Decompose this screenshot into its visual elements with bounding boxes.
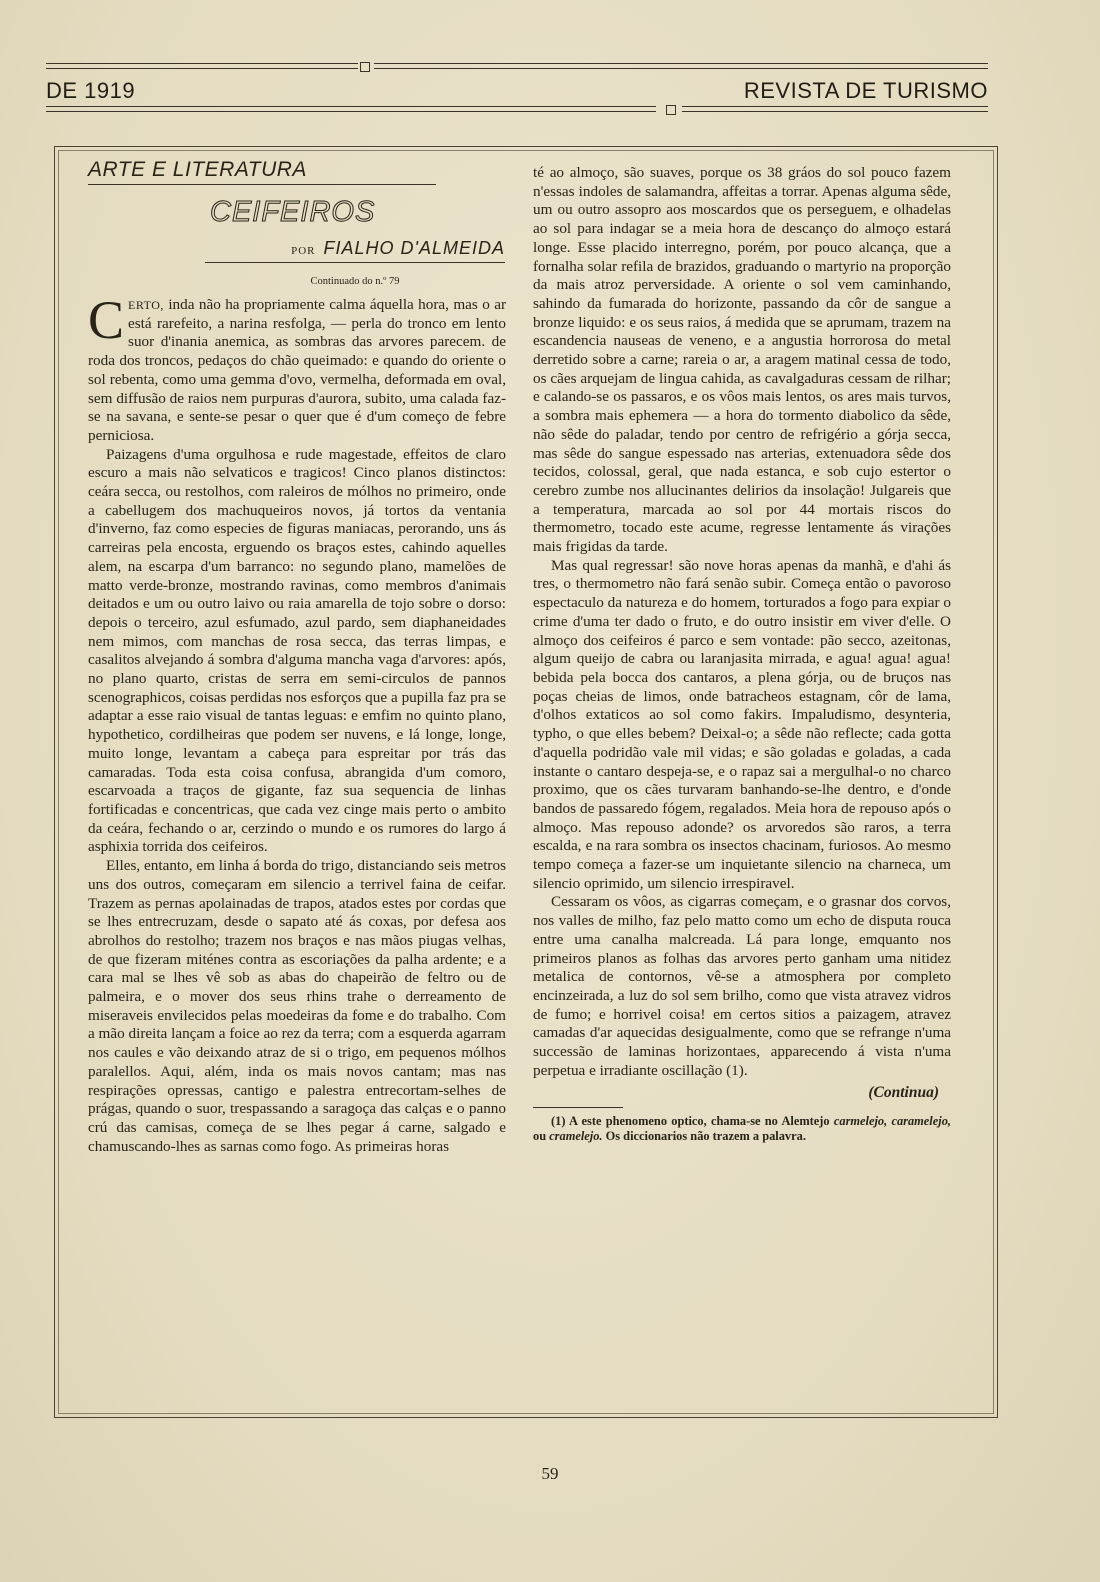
paragraph-1	[88, 290, 506, 446]
left-column	[88, 290, 506, 1156]
continua-label: (Continua)	[868, 1084, 939, 1102]
footnote-text-b: ou	[533, 1129, 550, 1144]
paragraph-5: Mas qual regressar! são nove horas apenas da manhã, e d'ahi ás tres, o thermometro não fará senão subir. Começa então o pavoroso espectaculo da natureza e do homem, torturados a fogo para expiar o crime d'uma ter dado o fruto, e do outro insistir em viver d'elle. O almoço dos ceifeiros é parco e sem vontade: pão secco, azeitonas, algum queijo de cabra ou laranjasita mirrada, e agua! agua! agua! bebida pela bocca dos cantaros, a plena górja, ou de bruços nas poças cheias de limos, onde batracheos estagnam, côr de lama, d'olhos extaticos ao sol como fakirs. Impaludismo, desynteria, typho, o que elles bebem? Deixal-o; a sêde não reflecte; cada gotta d'aquella podridão vale mil vidas; e são goladas e goladas, a cada instante o cantaro despeja-se, e o rapaz sai a mergulhal-o no charco proximo, que os cães turvaram banhando-se-lhe dentro, e d'onde bandos de passaredo fógem, regalados. Meia hora de repouso após o almoço. Mas repouso adonde? os arvoredos são raros, a terra escalda, e na rara sombra os insectos chacinam, furiosos. Ao mesmo tempo começa a fazer-se um inquietante silencio na charneca, um silencio oprimido, um silencio irrespiravel.	[533, 556, 951, 892]
footnote-rule	[533, 1107, 623, 1108]
byline-por: POR	[291, 245, 316, 257]
footnote	[533, 1114, 951, 1144]
continued-note: Continuado do n.º 79	[310, 276, 400, 287]
footnote-term-1: carmelejo, caramelejo,	[833, 1114, 951, 1129]
header-bottom-ornament	[666, 105, 676, 115]
byline-author: FIALHO D'ALMEIDA	[323, 238, 505, 258]
paragraph-6	[533, 893, 951, 1080]
footnote-mark: (1)	[551, 1114, 566, 1129]
drop-cap: C	[88, 290, 125, 350]
paragraph-6-text: Cessaram os vôos, as cigarras começam, e o grasnar dos corvos, nos valles de milho, faz pelo matto como um echo de disputa rouca entre uma canalha malcreada. Lá para longe, emquanto nos primeiros planos as folhas das arvores perto ganham uma nitidez metalica de contornos, vê-se a atmosphera por completo encinzeirada, a luz do sol sem brilho, como que vista atravez vidros de fumo; e horrivel coisa! em certos sitios a paizagem, atravez camadas d'ar aquecidas desigualmente, como que se refrange n'uma successão de laminas horizontaes, apparecendo á vista n'uma perpetua e irradiante oscillação	[533, 893, 951, 1079]
article-title: CEIFEIROS	[210, 196, 376, 228]
header-left-text: DE 1919	[46, 78, 136, 103]
header-top-rule-right	[374, 63, 988, 69]
paragraph-3: Elles, entanto, em linha á borda do trigo, distanciando seis metros uns dos outros, começaram em silencio a terrivel faina de ceifar. Trazem as pernas apolainadas de trapos, atados estes por cordas que se lhes entrecruzam, desde o sapato até ás coxas, por defesa aos abrolhos do restolho; trazem nos braços e nas mãos piugas velhas, de que fizeram miténes contra as escoriações da palha ardente; e a cara mal se lhes vê sob as abas do chapeirão de feltro ou de palmeira, e o mover dos seus rhins trahe o derreamento de miseraveis envilecidos pelas moedeiras da fome e do trabalho. Com a mão direita lançam a foice ao rez da terra; com a esquerda agarram nos caules e vão deixando atraz de si o trigo, em pequenos mólhos paralellos. Aqui, além, inda os mais novos cantam; mas nas respirações opressas, cantigo e palestra entrecortam-selhes de prágas, quando o suor, trespassando a saragoça das calças e o panno crú das camisas, começa de se lhes pegar á carne, salgado e chamuscando-lhes as sarnas como fogo. As primeiras horas	[88, 857, 506, 1155]
byline	[205, 238, 505, 263]
header-top-rule-left	[46, 63, 358, 69]
page-number: 59	[541, 1464, 559, 1483]
first-word: ERTO,	[128, 298, 164, 312]
section-title: ARTE E LITERATURA	[88, 158, 436, 185]
right-column	[533, 164, 951, 1144]
paragraph-1-text: inda não ha propriamente calma áquella hora, mas o ar está rarefeito, a narina resfolga, — perla do tronco em lento suor d'inania anemica, as sombras das arvores parecem. de roda dos troncos, pedaços do chão queimado: e quando do oriente o sol rebenta, como uma gemma d'ovo, vermelha, deformada em oval, sem diffusão de raios nem purpuras d'aurora, subito, uma calada faz-se na savana, e sente-se pesar o quer que é d'um começo de febre perniciosa.	[88, 296, 506, 444]
header-right-text: REVISTA DE TURISMO	[743, 78, 988, 103]
footnote-text-c: Os diccionarios não trazem a palavra.	[602, 1129, 806, 1144]
header-top-ornament	[360, 62, 370, 72]
footnote-text-a: A este phenomeno optico, chama-se no Alemtejo	[565, 1114, 834, 1129]
paragraph-4: té ao almoço, são suaves, porque os 38 gráos do sol pouco fazem n'essas indoles de salamandra, affeitas a torrar. Apenas alguma sêde, um ou outro assopro aos moscardos que os perseguem, e olhadelas ao sol para indagar se a meia hora de descanço do almoço estará longe. Esse placido interregno, porém, por pouco alcança, que a fornalha solar refila de brazidos, graduando o martyrio na proporção da mais atroz perversidade. A oriente o sol vem caminhando, sahindo da fumarada do horizonte, passando da côr de sangue a bronze liquido: e os seus raios, á medida que se aprumam, trazem na escandencia nauseas de veneno, e a angustia horrorosa do metal derretido sobre a carne; rareia o ar, a aragem matinal cessa de todo, os cães arquejam de lingua cahida, as cavalgaduras cessam de rilhar; e calando-se os passaros, e os vôos mais lentos, os ares mais turvos, a sombra mais ephemera — a hora do tormento diabolico da sêde, não sêde do paladar, tendo por centro de refrigério a górja secca, mas sêde do sangue espessado nas arterias, extenuadora sêde dos tecidos, colossal, geral, que nada estanca, e sob cujo estertor o cerebro zumbe nos allucinantes delirios da insolação! Julgareis que a temperatura, marcada ao sol por 44 mortais riscos do thermometro, tocado este acume, regresse lentamente ás virações mais frigidas da tarde.	[533, 164, 951, 556]
footnote-reference: (1).	[726, 1061, 748, 1079]
header-bottom-rule-right	[682, 106, 988, 112]
paragraph-2: Paizagens d'uma orgulhosa e rude magestade, effeitos de claro escuro a mais não selvaticos e tragicos! Cinco planos distinctos: ceára secca, ou restolhos, com raleiros de mólhos no primeiro, onde a cabellugem dos machuqueiros novos, já tortos da ventania d'inverno, faz como especies de figuras maniacas, perorando, uns ás carreiras pela encosta, erguendo os braços estes, cahindo aquelles alem, na escarpa d'um barranco: no segundo plano, mamelões de matto verde-bronze, mostrando ravinas, como membros d'animais deitados e um ou outro laivo ou raia amarella de tojo sobre o dorso: depois o terceiro, azul esfumado, azul pardo, sem diaphaneidades nem mimos, com manchas de rosa secca, das terras limpas, e casalitos alvejando á sombra d'alguma mancha vaga d'arvores: após, no plano quarto, cristas de serra em semi-circulos de pannos scenographicos, coisas perdidas nos esforços que a pupilla faz pra se adaptar a esse raio visual de tantas leguas: e emfim no quinto plano, hypothetico, cordilheiras que podem ser nuvens, e lá longe, longe, muito longe, levantam a cabeça para espreitar por trás das camaradas. Toda esta coisa confusa, abrangida d'um comoro, escarvoada a traços de gigante, faz sua sequencia de linhas fortificadas e concentricas, que cada vez cinge mais perto o ambito da ceára, fechando o ar, cerzindo o mundo e os rumores do largo á asphixia torrida dos ceifeiros.	[88, 445, 506, 856]
footnote-term-2: cramelejo.	[549, 1129, 603, 1144]
header-bottom-rule-left	[46, 106, 656, 112]
